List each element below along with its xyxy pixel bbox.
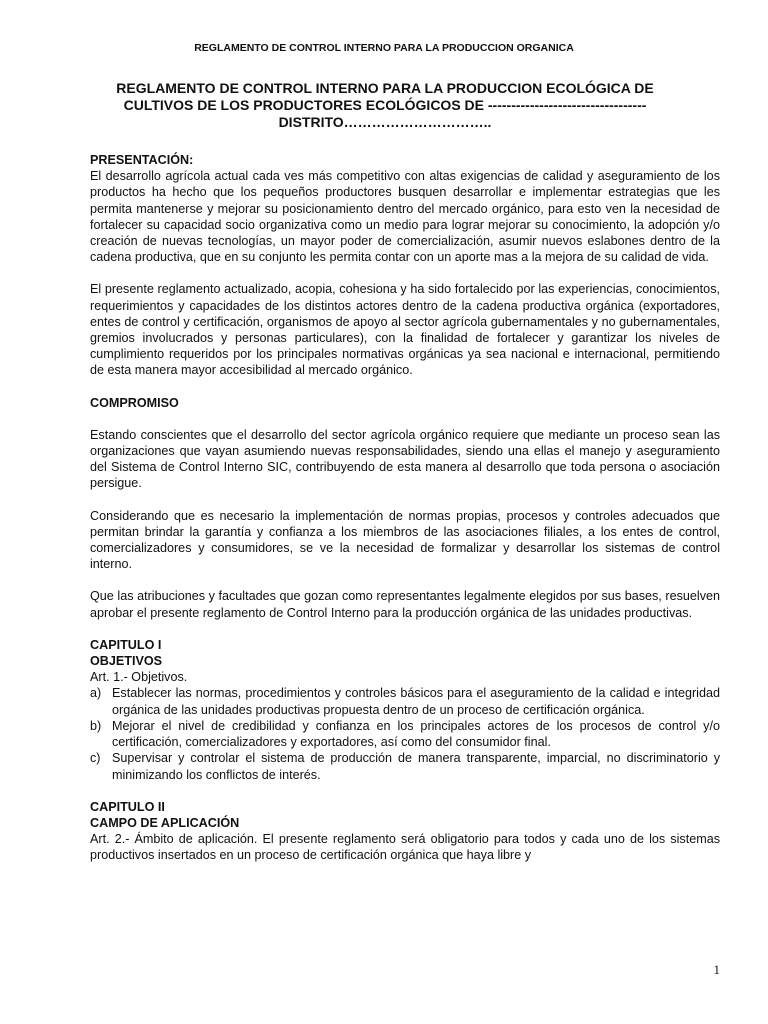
list-item xyxy=(90,718,720,750)
list-item-text: Establecer las normas, procedimientos y controles básicos para el aseguramiento de la calidad e integridad orgánica de las unidades productivas propuesta dentro de un proceso de certificación orgánica. xyxy=(112,686,720,717)
presentacion-heading: PRESENTACIÓN: xyxy=(90,153,194,167)
list-item-text: Mejorar el nivel de credibilidad y confianza en los principales actores de los procesos de control y/o certificación, comercializadores y exportadores, así como del consumidor final. xyxy=(112,718,720,750)
presentacion-paragraph-1: El desarrollo agrícola actual cada ves más competitivo con altas exigencias de calidad y aseguramiento de los productos ha hecho que los pequeños productores busquen desarrollar e implementar estrategias que les permita mantenerse y mejorar su posicionamiento dentro del mercado orgánico, para esto ven la necesidad de fortalecer su capacidad socio organizativa como un medio para lograr mejorar su conocimiento, la adopción y/o creación de nuevas tecnologías, un mayor poder de comercialización, asumir nuevos eslabones dentro de la cadena productiva, que en su conjunto les permita contar con un aporte mas a la mejora de su calidad de vida. xyxy=(90,169,720,265)
title-line-3: DISTRITO………………………….. xyxy=(278,114,492,130)
capitulo-1-subheading: OBJETIVOS xyxy=(90,654,163,669)
title-line-1: REGLAMENTO DE CONTROL INTERNO PARA LA PRODUCCION ECOLÓGICA DE xyxy=(116,80,654,96)
list-marker: a) xyxy=(90,686,102,701)
compromiso-paragraph-2: Considerando que es necesario la implementación de normas propias, procesos y controles adecuados que permitan brindar la garantía y confianza a los miembros de las asociaciones filiales, a los entes de control, comercializadores y consumidores, se ve la necesidad de formalizar y desarrollar los sistemas de control interno. xyxy=(90,508,720,572)
list-item xyxy=(90,750,720,782)
article-2-text: Art. 2.- Ámbito de aplicación. El presente reglamento será obligatorio para todos y cada uno de los sistemas productivos insertados en un proceso de certificación orgánica que haya libre y xyxy=(90,832,720,863)
list-marker: c) xyxy=(90,751,101,766)
compromiso-paragraph-3: Que las atribuciones y facultades que gozan como representantes legalmente elegidos por sus bases, resuelven aprobar el presente reglamento de Control Interno para la producción orgánica de las unidades productivas. xyxy=(90,589,720,620)
compromiso-heading: COMPROMISO xyxy=(90,395,179,410)
document-title xyxy=(110,80,660,131)
page-number: 1 xyxy=(713,962,720,977)
document-body xyxy=(90,152,720,864)
article-1-title: Art. 1.- Objetivos. xyxy=(90,670,188,685)
capitulo-2-subheading: CAMPO DE APLICACIÓN xyxy=(90,815,240,830)
presentacion-paragraph-2: El presente reglamento actualizado, acopia, cohesiona y ha sido fortalecido por las experiencias, conocimientos, requerimientos y capacidades de los distintos actores dentro de la cadena productiva orgánica (exportadores, entes de control y certificación, organismos de apoyo al sector agrícola gubernamentales y no gubernamentales, gremios involucrados y personas particulares), con la finalidad de fortalecer y garantizar los niveles de cumplimiento requeridos por los principales normativas orgánicas ya sea nacional e internacional, permitiendo de esta manera mayor accesibilidad al mercado orgánico. xyxy=(90,282,720,378)
capitulo-1-heading: CAPITULO I xyxy=(90,637,162,652)
objectives-list xyxy=(90,685,720,782)
list-item-text: Supervisar y controlar el sistema de producción de manera transparente, imparcial, no discriminatorio y minimizando los conflictos de interés. xyxy=(112,751,720,782)
title-line-2: CULTIVOS DE LOS PRODUCTORES ECOLÓGICOS DE ---------------------------------- xyxy=(123,97,647,113)
running-header: REGLAMENTO DE CONTROL INTERNO PARA LA PRODUCCION ORGANICA xyxy=(194,42,574,54)
capitulo-2-heading: CAPITULO II xyxy=(90,799,165,814)
list-item xyxy=(90,685,720,717)
compromiso-paragraph-1: Estando conscientes que el desarrollo del sector agrícola orgánico requiere que mediante un proceso sean las organizaciones que vayan asumiendo nuevas responsabilidades, siendo una ellas el manejo y aseguramiento del Sistema de Control Interno SIC, contribuyendo de esta manera al desarrollo que toda persona o asociación persigue. xyxy=(90,427,720,491)
list-marker: b) xyxy=(90,718,102,733)
